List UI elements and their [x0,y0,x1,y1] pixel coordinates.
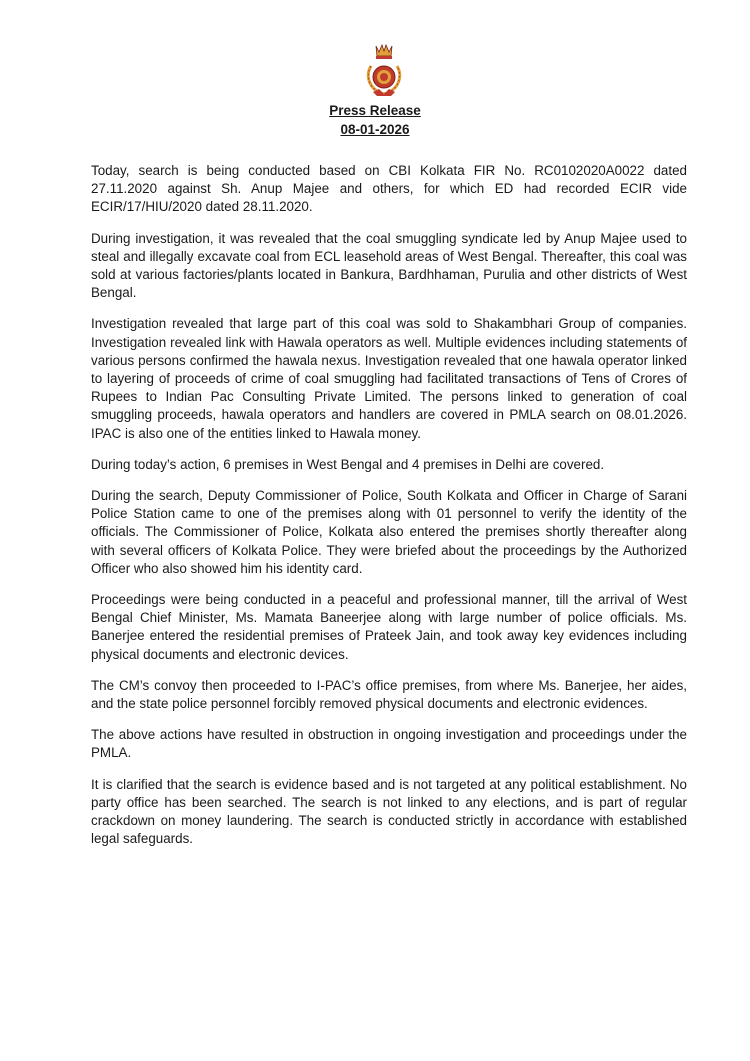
paragraph: During investigation, it was revealed that the coal smuggling syndicate led by Anup Majee used to steal and illegally excavate coal from ECL leasehold areas of West Bengal. Thereafter, this coal was sold at various factories/plants located in Bankura, Bardhhaman, Purulia and other districts of West Bengal. [91,230,687,301]
ed-emblem-icon [361,42,407,98]
paragraph: Investigation revealed that large part of this coal was sold to Shakambhari Group of companies. Investigation revealed link with Hawala operators as well. Multiple evidences including statements of various persons confirmed the hawala nexus. Investigation revealed that one hawala operator linked to layering of proceeds of crime of coal smuggling had facilitated transactions of Tens of Crores of Rupees to Indian Pac Consulting Private Limited. The persons linked to generation of coal smuggling proceeds, hawala operators and handlers are covered in PMLA search on 08.01.2026. IPAC is also one of the entities linked to Hawala money. [91,316,687,441]
document-heading [0,101,750,139]
paragraph: Today, search is being conducted based on CBI Kolkata FIR No. RC0102020A0022 dated 27.11.2020 against Sh. Anup Majee and others, for which ED had recorded ECIR vide ECIR/17/HIU/2020 dated 28.11.2020. [91,163,687,215]
paragraph: The CM’s convoy then proceeded to I-PAC’s office premises, from where Ms. Banerjee, her aides, and the state police personnel forcibly removed physical documents and electronic evidences. [91,677,687,712]
paragraph: Proceedings were being conducted in a peaceful and professional manner, till the arrival of West Bengal Chief Minister, Ms. Mamata Baneerjee along with large number of police officials. Ms. Banerjee entered the residential premises of Prateek Jain, and took away key evidences including physical documents and electronic devices. [91,592,687,662]
paragraph: During the search, Deputy Commissioner of Police, South Kolkata and Officer in Charge of Sarani Police Station came to one of the premises along with 01 personnel to verify the identity of the officials. The Commissioner of Police, Kolkata also entered the premises shortly thereafter along with several officers of Kolkata Police. They were briefed about the proceedings by the Authorized Officer who also showed him his identity card. [91,488,687,576]
paragraph: During today’s action, 6 premises in West Bengal and 4 premises in Delhi are covered. [91,456,605,472]
document-date: 08-01-2026 [340,122,410,137]
paragraph: The above actions have resulted in obstruction in ongoing investigation and proceedings under the PMLA. [91,727,687,761]
paragraph: It is clarified that the search is evidence based and is not targeted at any political establishment. No party office has been searched. The search is not linked to any elections, and is part of regular crackdown on money laundering. The search is conducted strictly in accordance with established legal safeguards. [91,776,687,847]
document-type-label: Press Release [329,103,421,118]
document-body [91,162,687,862]
